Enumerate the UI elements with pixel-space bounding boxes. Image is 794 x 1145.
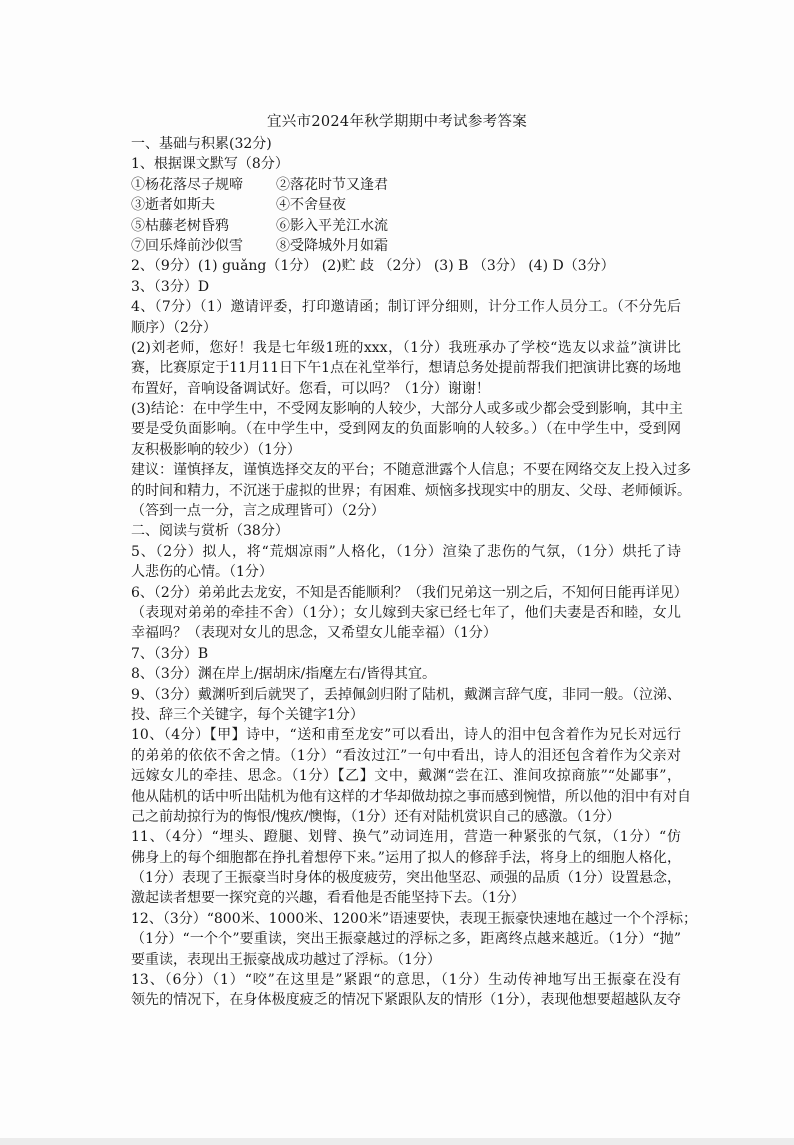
recitation-row: [131, 195, 681, 215]
answer-line: 13、（6分）（1）“咬”在这里是”紧跟“的意思，（1分）生动传神地写出王振豪在没有: [131, 972, 681, 989]
answer-line: 投、辞三个关键字，每个关键字1分）: [131, 706, 364, 723]
answer-line: 7、（3分）B: [131, 645, 209, 662]
recitation-answer: ⑧受降城外月如霜: [276, 237, 388, 254]
answer-line: 要是受负面影响。（在中学生中，受到网友的负面影响的人较多。）（在中学生中，受到网: [131, 421, 681, 438]
answer-line: 12、（3分）“800米、1000米、1200米”语速要快，表现王振豪快速地在越过一个个浮标；: [131, 910, 698, 927]
answer-line: 领先的情况下，在身体极度疲乏的情况下紧跟队友的情形（1分），表现他想要超越队友夺: [131, 992, 681, 1009]
scan-edge: [0, 1138, 794, 1145]
answer-line: 2、（9分）(1) guǎng（1分） (2)贮 歧 （2分） (3) B （3分） (4) D（3分）: [131, 258, 615, 275]
answer-line: (2)刘老师，您好！我是七年级1班的xxx，（1分）我班承办了学校“选友以求益”演讲比: [131, 339, 681, 356]
recitation-answer: ⑦回乐烽前沙似雪: [131, 237, 243, 254]
recitation-row: [131, 216, 681, 236]
page-title: 宜兴市2024年秋学期期中考试参考答案: [266, 114, 528, 130]
answer-line: 建议：谨慎择友，谨慎选择交友的平台；不随意泄露个人信息；不要在网络交友上投入过多: [131, 462, 691, 479]
recitation-answer: ⑤枯藤老树昏鸦: [131, 217, 229, 234]
answer-line: 11、（4分）“埋头、蹬腿、划臂、换气”动词连用，营造一种紧张的气氛，（1分）“仿: [131, 829, 681, 846]
recitation-row: [131, 236, 681, 256]
answer-line: 6、（2分）弟弟此去龙安，不知是否能顺利？（我们兄弟这一别之后，不知何日能再详见）: [131, 584, 688, 601]
answer-line: 3、（3分）D: [131, 278, 210, 295]
answer-line: （答到一点一分，言之成理皆可）（2分）: [131, 503, 385, 520]
answer-line: （表现对弟弟的牵挂不舍）（1分）；女儿嫁到夫家已经七年了，他们夫妻是否和睦，女儿: [131, 604, 681, 621]
answer-line: 己之前劫掠行为的悔恨/愧疚/懊悔，（1分）还有对陆机赏识自己的感激。（1分）: [131, 808, 621, 825]
answer-line: 幸福吗？（表现对女儿的思念，又希望女儿能幸福）（1分）: [131, 625, 497, 642]
answer-line: 远嫁女儿的牵挂、思念。（1分）【乙】文中，戴渊“尝在江、淮间攻掠商旅”“处鄙事”，: [131, 768, 681, 785]
recitation-answer: ②落花时节又逢君: [276, 176, 388, 193]
answer-line: 顺序）（2分）: [131, 319, 217, 336]
answer-line: 1、根据课文默写（8分）: [131, 156, 289, 173]
answer-line: 9、（3分）戴渊听到后就哭了，丢掉佩剑归附了陆机，戴渊言辞气度，非同一般。（泣涕、: [131, 686, 681, 703]
answer-line: 8、（3分）渊在岸上/据胡床/指麾左右/皆得其宜。: [131, 666, 436, 683]
answer-line: 要重读，表现出王振豪战成功越过了浮标。（1分）: [131, 951, 441, 968]
recitation-answer: ③逝者如斯夫: [131, 197, 215, 214]
answer-line: 佛身上的每个细胞都在挣扎着想停下来。”运用了拟人的修辞手法，将身上的细胞人格化，: [131, 849, 681, 866]
answer-line: 4、（7分）（1）邀请评委，打印邀请函；制订评分细则，计分工作人员分工。（不分先后: [131, 299, 681, 316]
recitation-row: [131, 175, 681, 195]
answer-body: [131, 134, 698, 1011]
answer-line: 激起读者想要一探究竟的兴趣，看看他是否能坚持下去。（1分）: [131, 890, 525, 907]
answer-line: 的时间和精力，不沉迷于虚拟的世界；有困难、烦恼多找现实中的朋友、父母、老师倾诉。: [131, 482, 691, 499]
answer-line: 友积极影响的较少）（1分）: [131, 441, 301, 458]
recitation-answer: ⑥影入平羌江水流: [276, 217, 388, 234]
answer-line: 赛，比赛原定于11月11日下午1点在礼堂举行，想请总务处提前帮我们把演讲比赛的场地: [131, 360, 681, 377]
recitation-answer: ①杨花落尽子规啼: [131, 176, 243, 193]
answer-line: （1分）“一个个”要重读，突出王振豪越过的浮标之多，距离终点越来越近。（1分）“抛”: [131, 931, 681, 948]
answer-line: (3)结论：在中学生中，不受网友影响的人较少，大部分人或多或少都会受到影响，其中主: [131, 401, 683, 418]
answer-line: 的弟弟的依依不舍之情。（1分）“看汝过江”一句中看出，诗人的泪还包含着作为父亲对: [131, 747, 681, 764]
answer-line: 他从陆机的话中听出陆机为他有这样的才华却做劫掠之事而感到惋惜，所以他的泪中有对自: [131, 788, 691, 805]
answer-line: 一、基础与积累(32分): [131, 136, 272, 152]
answer-line: 二、阅读与赏析（38分）: [131, 523, 289, 540]
answer-line: 人悲伤的心情。（1分）: [131, 564, 273, 581]
recitation-answer: ④不舍昼夜: [276, 197, 346, 214]
answer-line: 5、（2分）拟人，将“荒烟凉雨”人格化，（1分）渲染了悲伤的气氛，（1分）烘托了诗: [131, 543, 681, 560]
answer-line: （1分）表现了王振豪当时身体的极度疲劳，突出他坚忍、顽强的品质（1分）设置悬念，: [131, 870, 681, 887]
answer-line: 10、（4分）【甲】诗中，“送和甫至龙安”可以看出，诗人的泪中包含着作为兄长对远行: [131, 727, 681, 744]
answer-line: 布置好，音响设备调试好。您看，可以吗？（1分）谢谢！: [131, 380, 490, 397]
